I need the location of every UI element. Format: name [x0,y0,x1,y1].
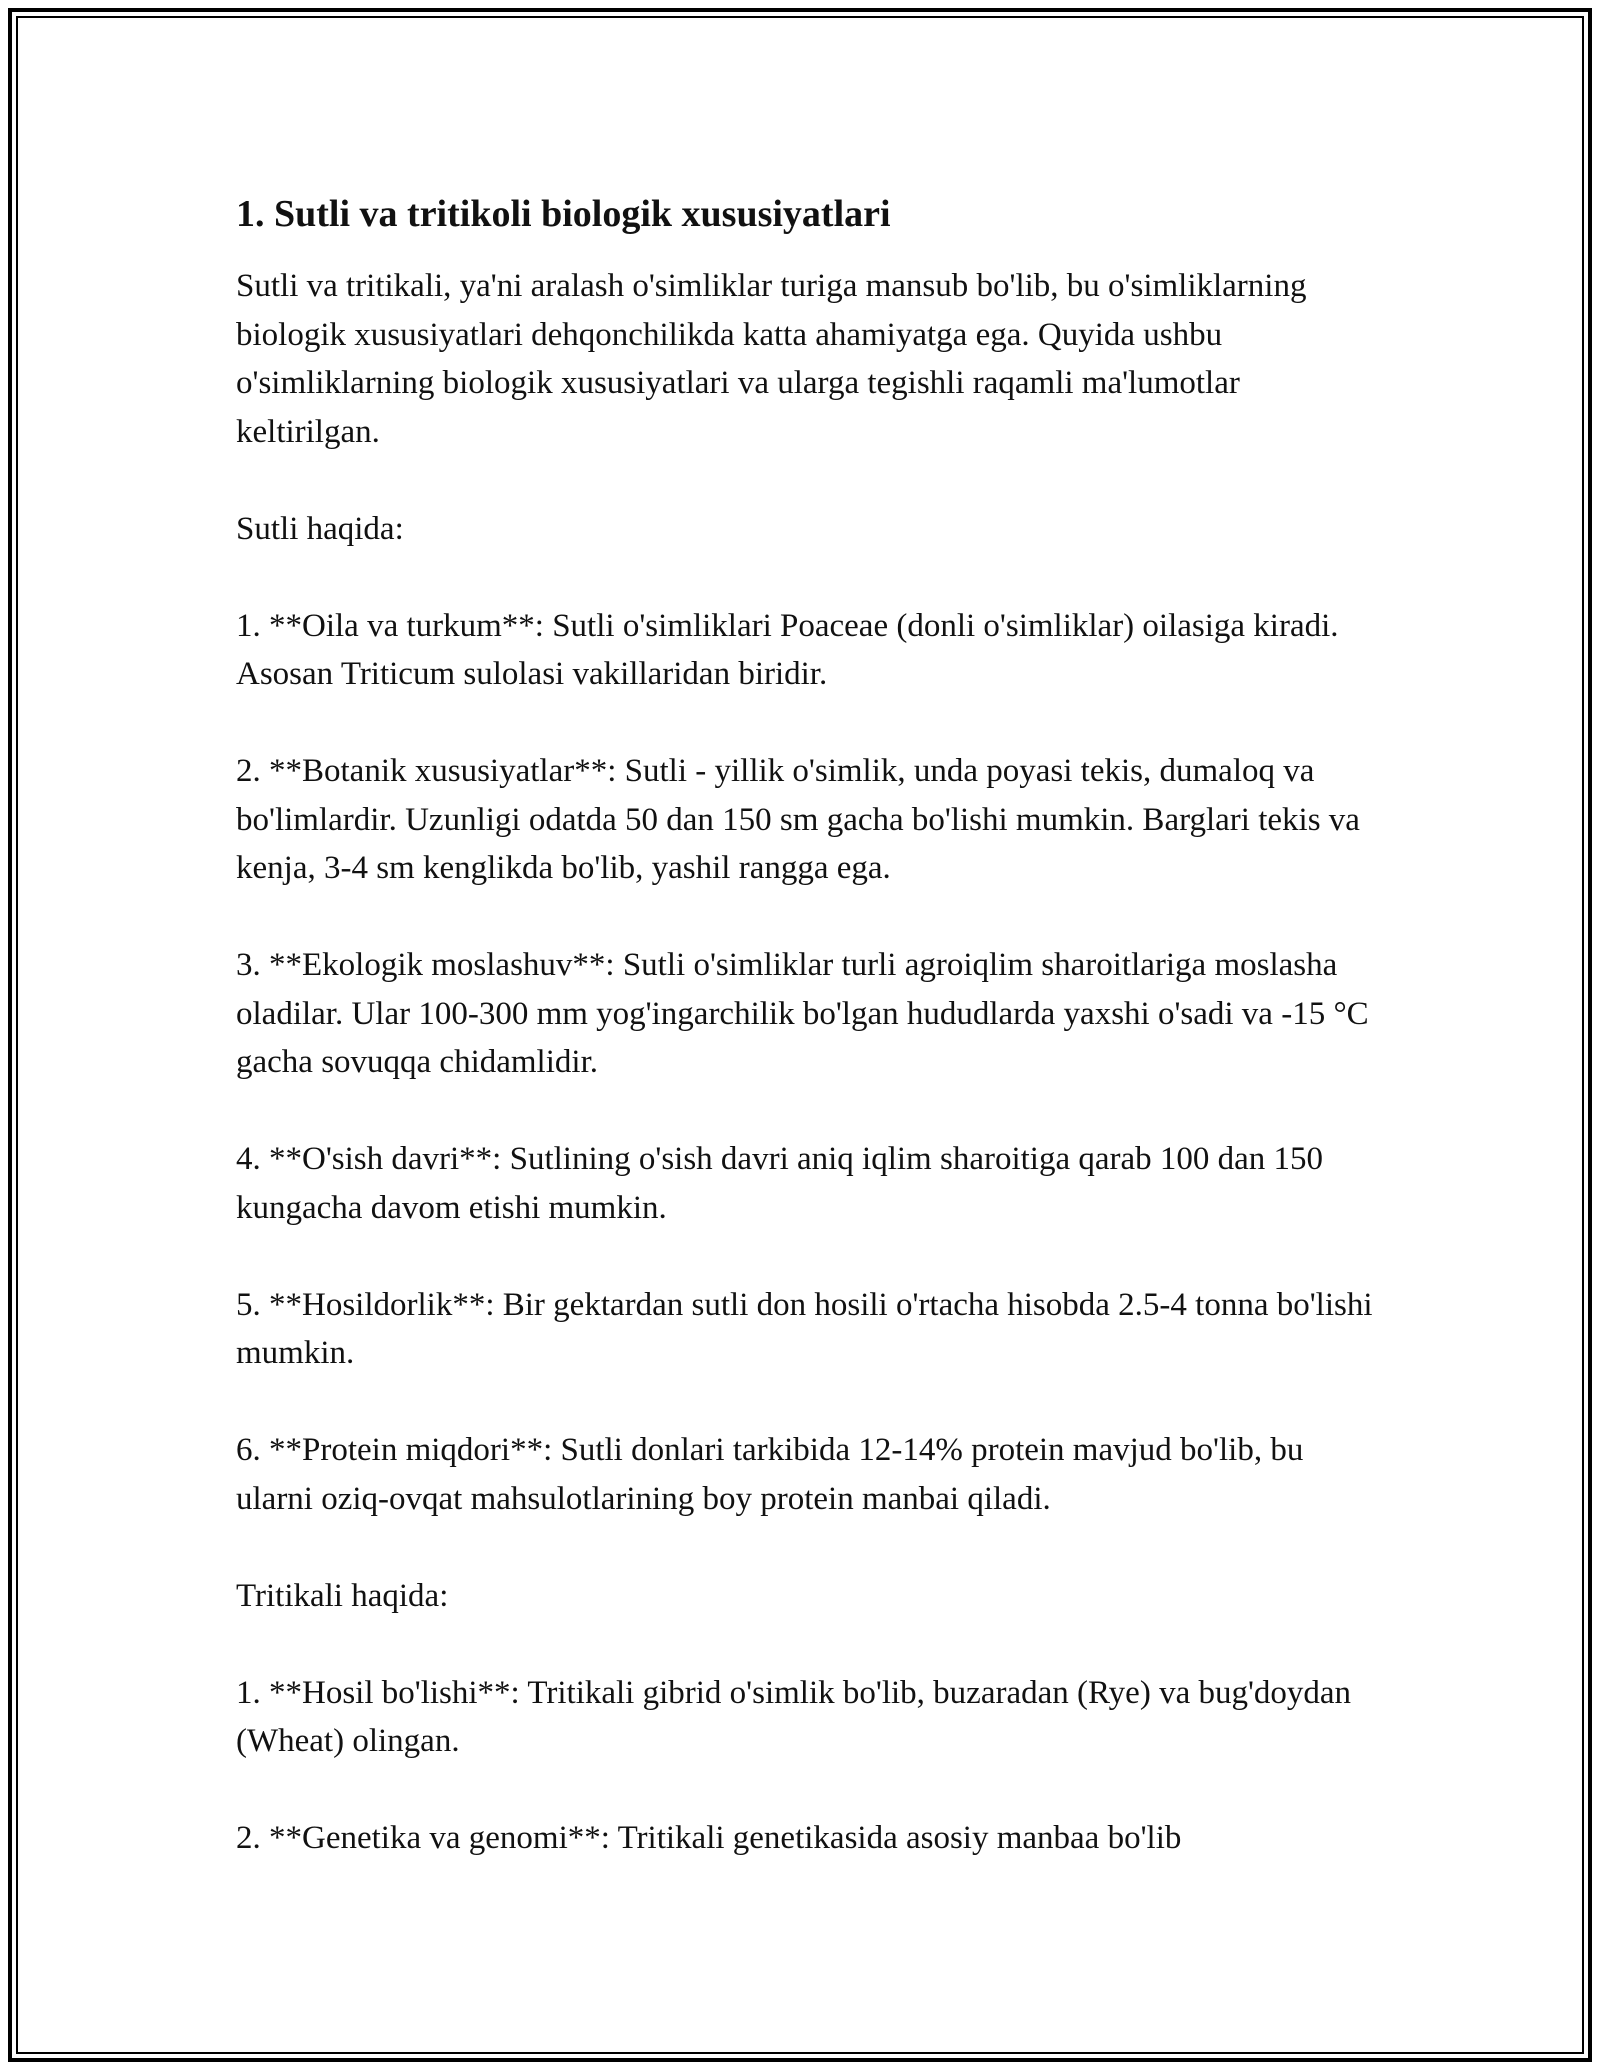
sutli-item-6: 6. **Protein miqdori**: Sutli donlari tarkibida 12-14% protein mavjud bo'lib, bu ularni oziq-ovqat mahsulotlarining boy protein manbai qiladi. [236,1432,1304,1517]
intro-paragraph: Sutli va tritikali, ya'ni aralash o'simliklar turiga mansub bo'lib, bu o'simliklarning biologik xususiyatlari dehqonchilikda katta ahamiyatga ega. Quyida ushbu o'simliklarning biologik xususiyatlari va ularga tegishli raqamli ma'lumotlar keltirilgan. [236,268,1307,450]
tritikali-item-2: 2. **Genetika va genomi**: Tritikali genetikasida asosiy manbaa bo'lib [236,1820,1182,1856]
sutli-item-3: 3. **Ekologik moslashuv**: Sutli o'simliklar turli agroiqlim sharoitlariga moslasha oladilar. Ular 100-300 mm yog'ingarchilik bo'lgan hududlarda yaxshi o'sadi va -15 °C gacha sovuqqa chidamlidir. [236,947,1369,1080]
sutli-item-5: 5. **Hosildorlik**: Bir gektardan sutli don hosili o'rtacha hisobda 2.5-4 tonna bo'lishi mumkin. [236,1286,1373,1371]
sutli-item-1: 1. **Oila va turkum**: Sutli o'simliklari Poaceae (donli o'simliklar) oilasiga kiradi. Asosan Triticum sulolasi vakillaridan biridir. [236,607,1339,692]
tritikali-heading: Tritikali haqida: [236,1577,449,1614]
tritikali-item-1: 1. **Hosil bo'lishi**: Tritikali gibrid o'simlik bo'lib, buzaradan (Rye) va bug'doydan (Wheat) olingan. [236,1674,1352,1759]
sutli-item-2: 2. **Botanik xususiyatlar**: Sutli - yillik o'simlik, unda poyasi tekis, dumaloq va bo'limlardir. Uzunligi odatda 50 dan 150 sm gacha bo'lishi mumkin. Barglari tekis va kenja, 3-4 sm kenglikda bo'lib, yashil rangga ega. [236,753,1360,886]
document-title: 1. Sutli va tritikoli biologik xususiyatlari [236,193,891,235]
document-body [236,188,1376,1911]
sutli-heading: Sutli haqida: [236,510,404,547]
sutli-item-4: 4. **O'sish davri**: Sutlining o'sish davri aniq iqlim sharoitiga qarab 100 dan 150 kungacha davom etishi mumkin. [236,1141,1324,1226]
